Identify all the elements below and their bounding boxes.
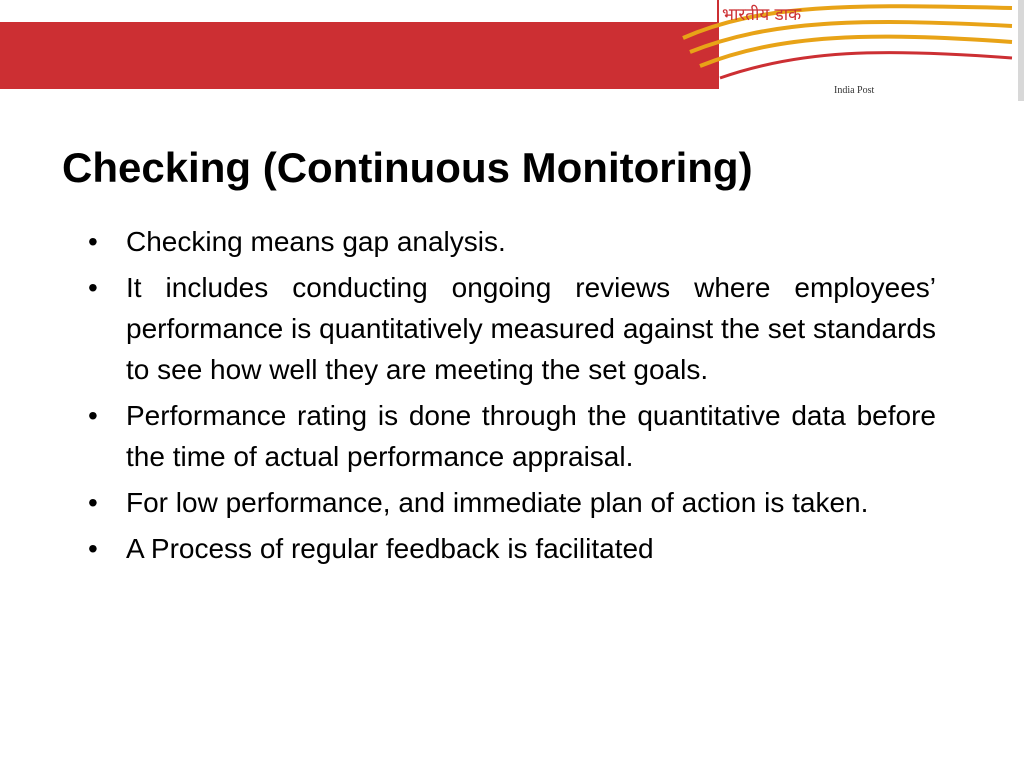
bullet-item xyxy=(84,221,936,262)
bullet-icon: • xyxy=(88,226,98,257)
bullet-text: A Process of regular feedback is facilitated xyxy=(126,533,654,564)
bullet-text: Performance rating is done through the quantitative data before the time of actual performance appraisal. xyxy=(126,400,936,472)
bullet-text: Checking means gap analysis. xyxy=(126,226,506,257)
bullet-icon: • xyxy=(88,272,98,303)
bullet-icon: • xyxy=(88,533,98,564)
bullet-item xyxy=(84,528,936,569)
bullet-icon: • xyxy=(88,487,98,518)
bullet-item xyxy=(84,482,936,523)
logo-english-text: India Post xyxy=(834,85,875,96)
logo-hindi-text: भारतीय डाक xyxy=(722,5,802,25)
bullet-list xyxy=(84,221,936,574)
bullet-item xyxy=(84,267,936,390)
bullet-icon: • xyxy=(88,400,98,431)
bullet-text: For low performance, and immediate plan of action is taken. xyxy=(126,487,869,518)
bullet-text: It includes conducting ongoing reviews where employees’ performance is quantitatively measured against the set standards to see how well they are meeting the set goals. xyxy=(126,272,936,385)
slide-title: Checking (Continuous Monitoring) xyxy=(62,144,753,191)
bullet-item xyxy=(84,395,936,477)
